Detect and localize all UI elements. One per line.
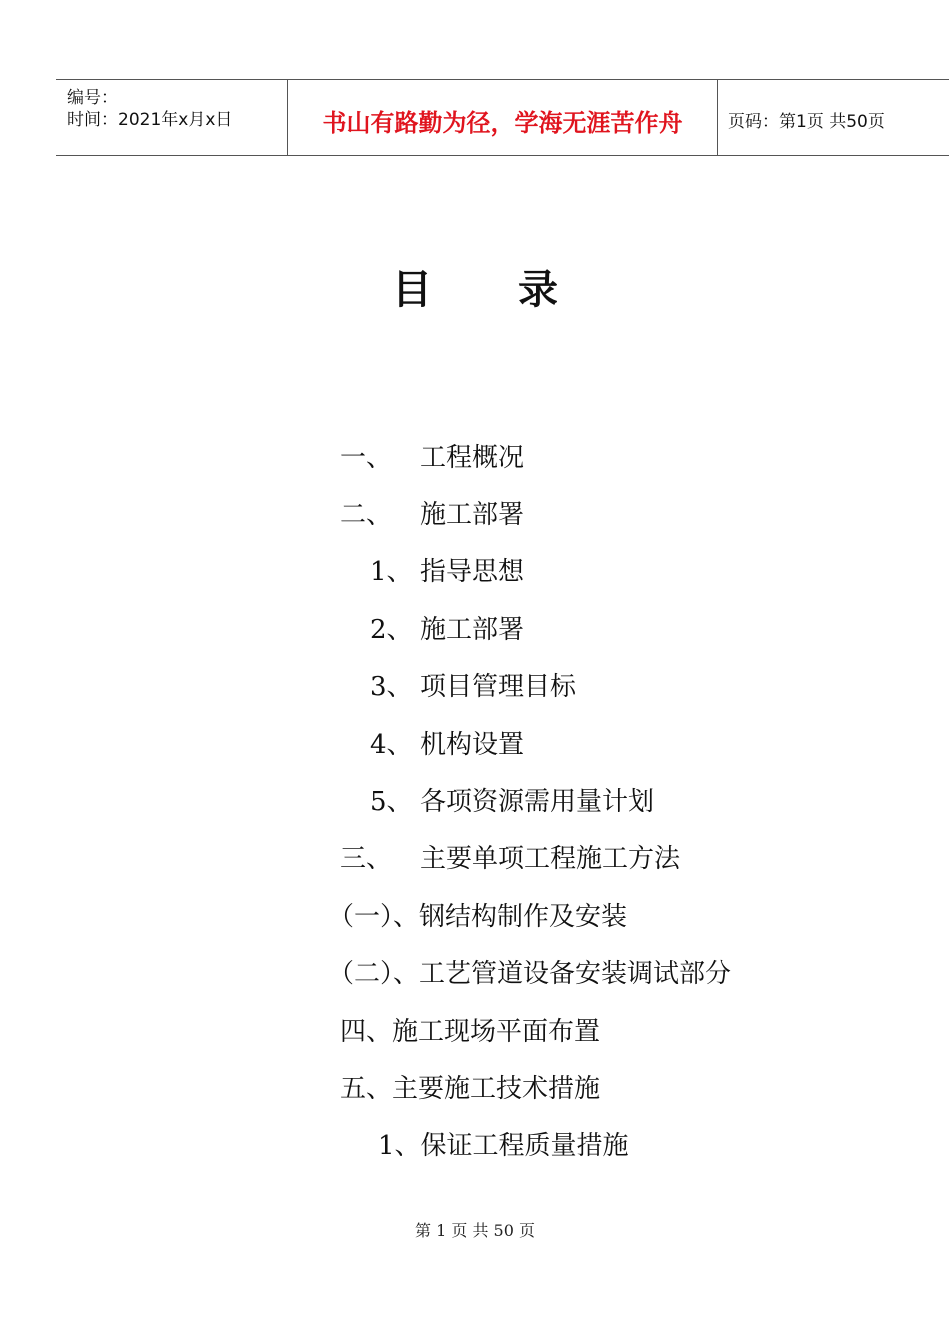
toc-item-number: 5、	[370, 787, 413, 817]
toc-item: 1、保证工程质量措施	[378, 1131, 629, 1161]
toc-item-label: 指导思想	[420, 557, 525, 587]
page-header	[56, 79, 949, 156]
toc-item-label: 主要单项工程施工方法	[420, 844, 681, 874]
toc-item-number: 三、	[340, 844, 393, 874]
toc-item-number: 2、	[370, 615, 413, 645]
header-left-cell	[56, 80, 288, 155]
toc-item-label: 施工部署	[420, 615, 525, 645]
toc-item-number: 1、	[370, 557, 413, 587]
toc-item-label: 工程概况	[420, 443, 525, 473]
toc-item-number: 二、	[340, 500, 393, 530]
toc-title: 目录	[392, 267, 644, 313]
toc-item-number: 一、	[340, 443, 393, 473]
toc-item-label: 机构设置	[420, 730, 525, 760]
serial-number-label: 编号：	[67, 88, 118, 108]
toc-item: （一）、钢结构制作及安装	[328, 902, 628, 932]
toc-item-label: 项目管理目标	[420, 672, 577, 702]
toc-item-label: 施工部署	[420, 500, 525, 530]
date-text: 时间：2021年x月x日	[67, 110, 233, 130]
toc-item-number: 4、	[370, 730, 413, 760]
toc-item: （二）、工艺管道设备安装调试部分	[328, 959, 732, 989]
header-right-cell	[718, 80, 949, 155]
toc-item: 四、施工现场平面布置	[340, 1017, 601, 1047]
toc-item-number: 3、	[370, 672, 413, 702]
toc-item: 五、主要施工技术措施	[340, 1074, 601, 1104]
header-page-info: 页码：第1页 共50页	[728, 112, 885, 132]
motto-text: 书山有路勤为径，学海无涯苦作舟	[322, 109, 683, 137]
toc-item-label: 各项资源需用量计划	[420, 787, 655, 817]
header-center-cell	[288, 80, 718, 155]
page-footer: 第 1 页 共 50 页	[415, 1221, 535, 1240]
